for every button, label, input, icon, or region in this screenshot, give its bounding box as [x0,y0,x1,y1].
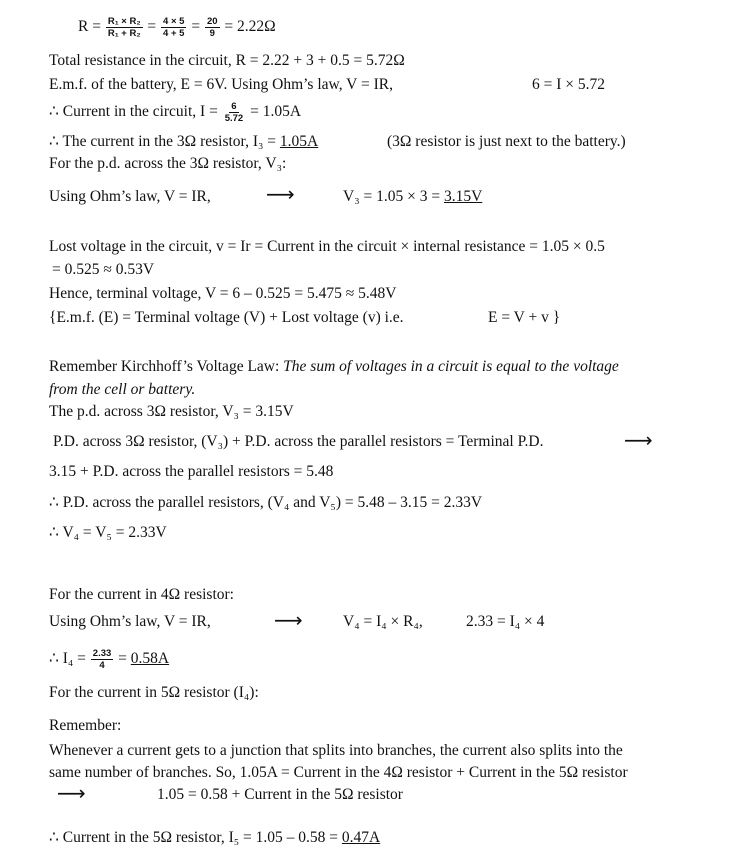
i4-lhs: ∴ I₄ = [49,650,86,668]
emf-line [49,76,606,94]
resistance-result: = 2.22Ω [224,18,276,36]
i5-answer: 0.47A [341,829,381,846]
ohms-law-v3-line [49,182,483,206]
equals-sign: = [147,18,157,36]
right-arrow-icon: ⟶ [624,428,653,452]
ohms-law-text: Using Ohm’s law, V = IR, [49,613,211,630]
current-split-equation: 1.05 = 0.58 + Current in the 5Ω resistor [157,786,403,803]
emf-relation-text: {E.m.f. (E) = Terminal voltage (V) + Lost voltage (v) i.e. [49,309,404,326]
fraction-numerator: 2.33 [92,648,112,659]
i4-line [49,648,169,671]
emf-text: E.m.f. of the battery, E = 6V. Using Ohm’s law, V = IR, [49,76,393,93]
kirchhoff-statement: The sum of voltages in a circuit is equal to the voltage [283,358,619,375]
circuit-current-result: = 1.05A [250,103,302,121]
fraction-denominator: R₁ + R₂ [107,28,141,39]
current-3ohm-note: (3Ω resistor is just next to the battery.) [387,133,626,150]
v4-numeric: 2.33 = I₄ × 4 [466,613,545,630]
equivalent-resistance-line [78,16,276,39]
resistance-lhs: R = [78,18,101,36]
v4-v5-result: ∴ V₄ = V₅ = 2.33V [49,524,167,541]
terminal-voltage-line: Hence, terminal voltage, V = 6 – 0.525 = 5.475 ≈ 5.48V [49,285,397,302]
fraction-numerator: R₁ × R₂ [107,16,141,27]
emf-relation-formula: E = V + v } [488,309,561,326]
fraction-values [161,16,186,39]
fraction-denominator: 4 + 5 [163,28,185,39]
pd-3ohm-value: The p.d. across 3Ω resistor, V₃ = 3.15V [49,403,294,420]
junction-rule-line-2: same number of branches. So, 1.05A = Current in the 4Ω resistor + Current in the 5Ω resistor [49,764,628,781]
current-4ohm-heading: For the current in 4Ω resistor: [49,586,234,603]
pd-parallel-equation: 3.15 + P.D. across the parallel resistors = 5.48 [49,463,334,480]
fraction-numerator: 4 × 5 [163,16,185,27]
junction-rule-line-1: Whenever a current gets to a junction that splits into branches, the current also splits into the [49,742,623,759]
lost-voltage-result: = 0.525 ≈ 0.53V [52,261,155,278]
i4-answer: 0.58A [130,650,170,668]
fraction-formula [106,16,143,39]
equals-sign: = [191,18,201,36]
kirchhoff-statement-cont: from the cell or battery. [49,381,196,398]
kirchhoff-line [49,358,619,376]
current-5ohm-heading: For the current in 5Ω resistor (I₄): [49,684,259,701]
right-arrow-icon: ⟶ [274,608,303,632]
circuit-current-line [49,101,301,124]
right-arrow-icon: ⟶ [57,781,86,805]
v3-equation: V₃ = 1.05 × 3 = [343,188,441,205]
pd-sum-text: P.D. across 3Ω resistor, (V₃) + P.D. across the parallel resistors = Terminal P.D. [53,433,544,450]
ohms-law-equation: 6 = I × 5.72 [532,76,606,93]
fraction-numerator: 20 [206,16,218,27]
v3-answer: 3.15V [443,188,483,205]
fraction-denominator: 4 [99,660,105,671]
current-3ohm-line [49,133,626,151]
current-3ohm-answer: 1.05A [279,133,319,150]
pd-sum-line [53,428,653,452]
remember-label: Remember: [49,717,122,734]
fraction-result [205,16,220,39]
i5-text: ∴ Current in the 5Ω resistor, I₅ = 1.05 – 0.58 = [49,829,339,846]
v4-equation: V₄ = I₄ × R₄, [343,613,423,630]
fraction-numerator: 6 [231,101,237,112]
current-fraction [223,101,246,124]
kirchhoff-label: Remember Kirchhoff’s Voltage Law: [49,358,280,375]
ohms-law-text: Using Ohm’s law, V = IR, [49,188,211,205]
equals-sign: = [118,650,127,668]
pd-parallel-result: ∴ P.D. across the parallel resistors, (V₄ and V₅) = 5.48 – 3.15 = 2.33V [49,494,483,511]
fraction-denominator: 5.72 [224,113,244,124]
fraction-denominator: 9 [209,28,215,39]
ohms-law-v4-line [49,608,545,632]
circuit-current-text: ∴ Current in the circuit, I = [49,103,218,121]
total-resistance-line: Total resistance in the circuit, R = 2.22 + 3 + 0.5 = 5.72Ω [49,52,405,69]
i4-fraction [91,648,114,671]
emf-relation-line [49,309,561,327]
lost-voltage-line: Lost voltage in the circuit, v = Ir = Current in the circuit × internal resistance = 1.05 × 0.5 [49,238,605,255]
pd-3ohm-heading: For the p.d. across the 3Ω resistor, V₃: [49,155,287,172]
i5-line [49,829,380,847]
current-3ohm-text: ∴ The current in the 3Ω resistor, I₃ = [49,133,277,150]
right-arrow-icon: ⟶ [266,182,295,206]
